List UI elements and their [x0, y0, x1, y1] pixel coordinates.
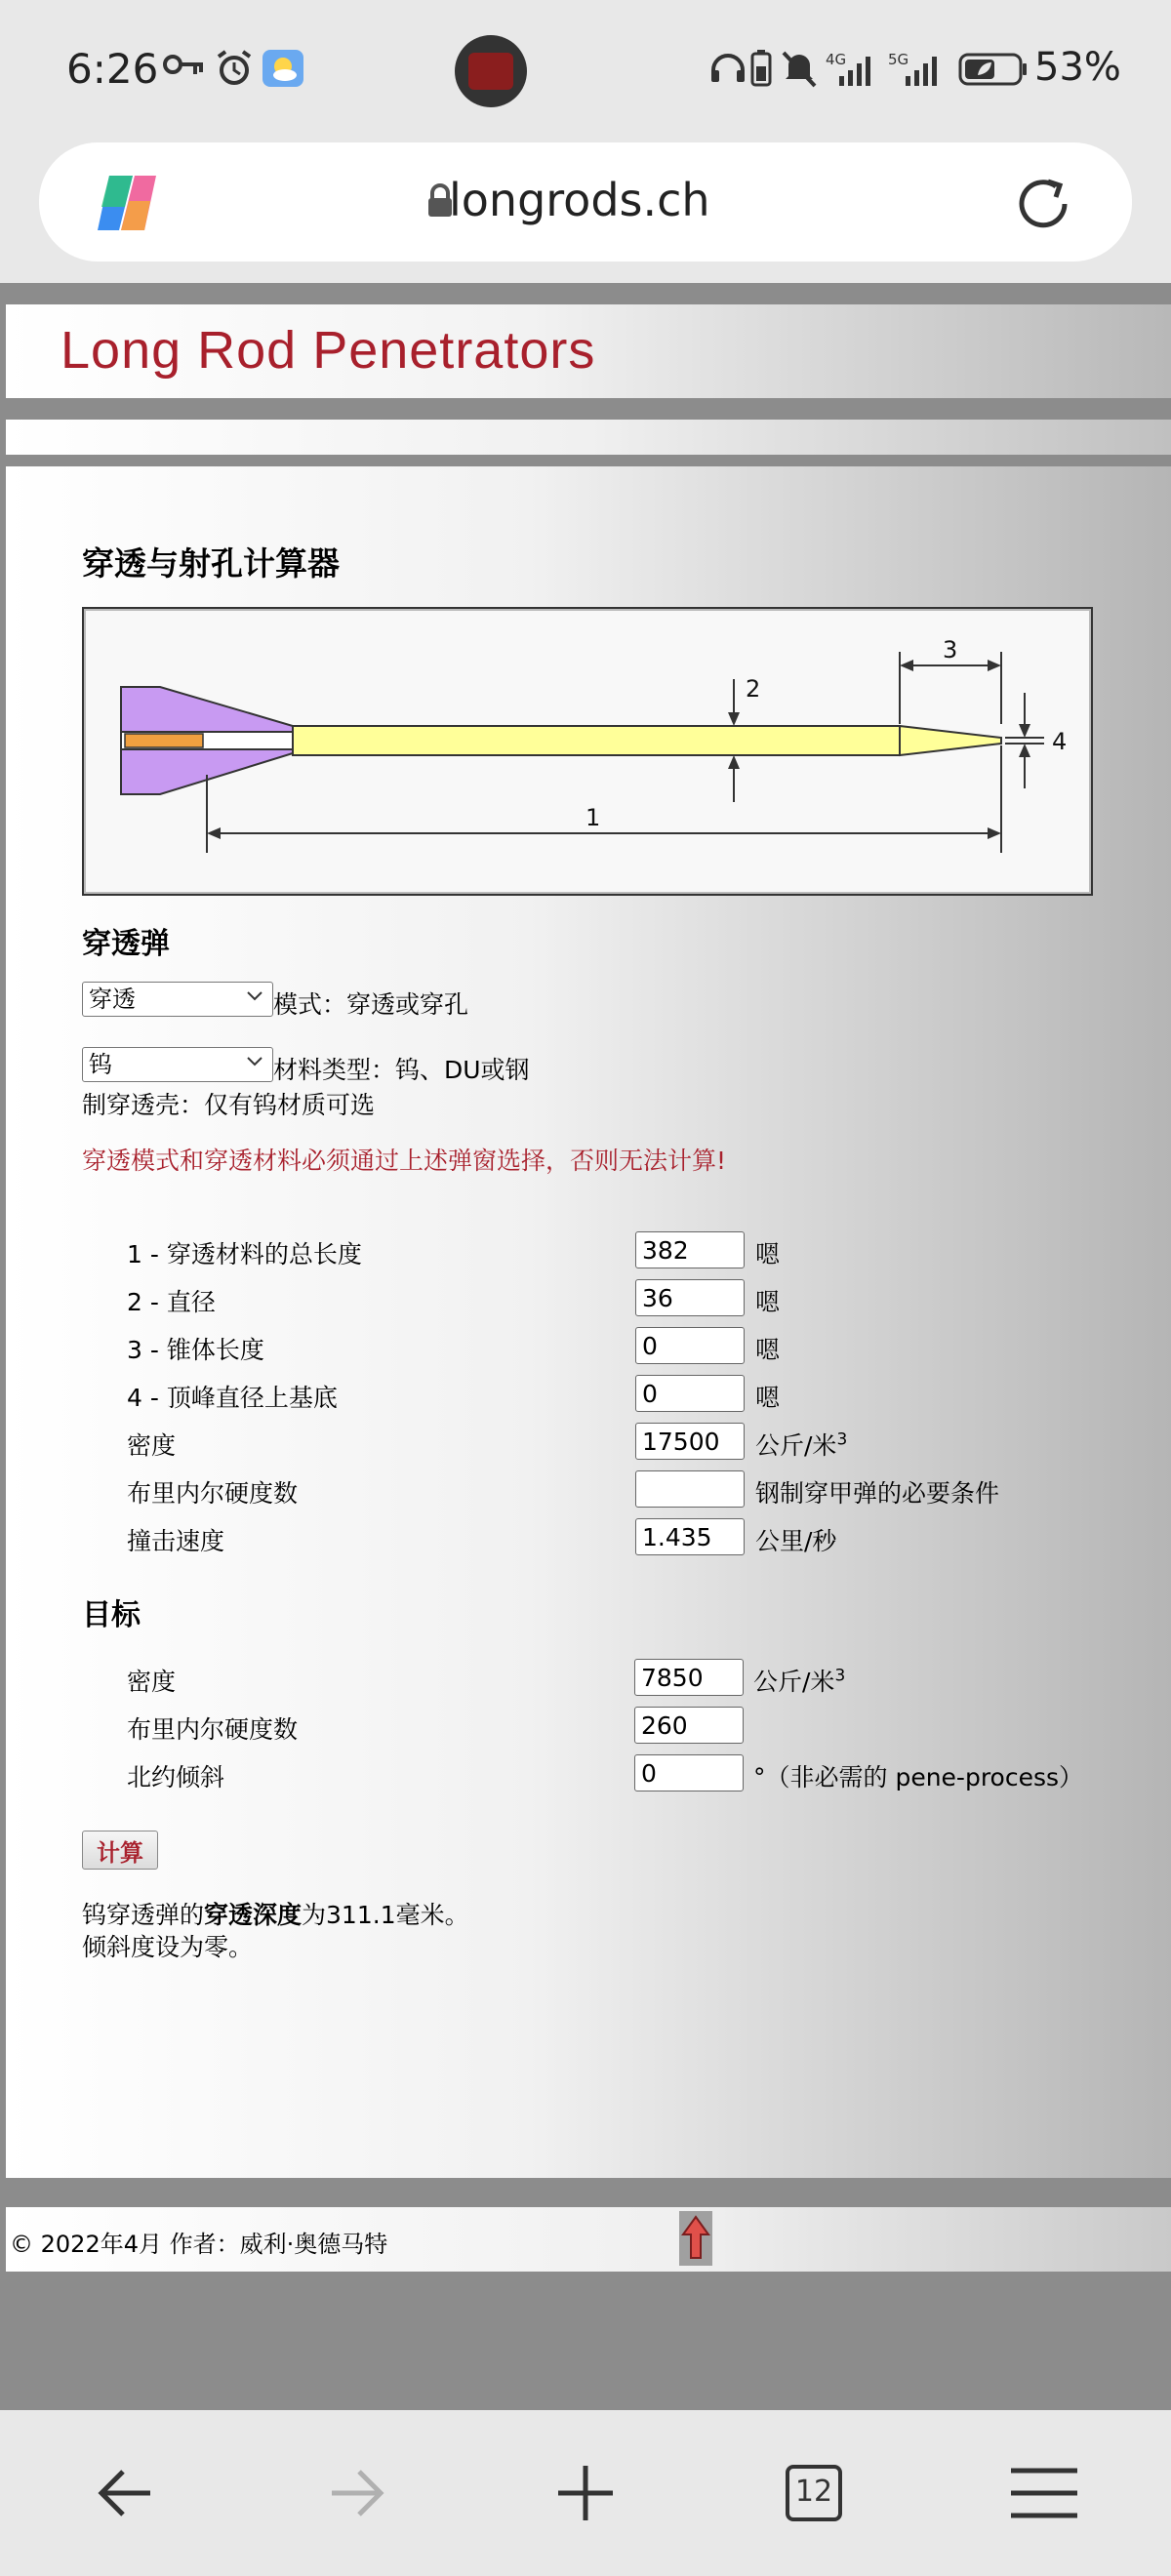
target-brinell-input[interactable]	[634, 1707, 744, 1744]
unit-brinell: 钢制穿甲弹的必要条件	[755, 1479, 1000, 1508]
calculator-heading: 穿透与射孔计算器	[82, 544, 340, 583]
back-to-top-button[interactable]	[679, 2211, 712, 2266]
tabs-button[interactable]	[755, 2439, 872, 2547]
unit-target-density-text: 公斤/米	[753, 1668, 835, 1696]
svg-text:4G: 4G	[826, 51, 847, 68]
footer-text: © 2022年4月 作者：威利·奥德马特	[10, 2231, 388, 2258]
arrow-left-icon	[68, 2439, 185, 2547]
mode-label: 模式：穿透或穿孔	[273, 990, 469, 1019]
unit-target-density	[753, 1663, 845, 1698]
menu-button[interactable]	[986, 2439, 1103, 2547]
unit-diameter: 嗯	[755, 1288, 781, 1316]
reload-icon[interactable]	[1011, 172, 1075, 240]
key-icon	[162, 47, 205, 91]
density-input[interactable]	[635, 1423, 745, 1460]
signal-4g-icon	[826, 49, 876, 97]
chevron-down-icon	[246, 1053, 263, 1073]
new-tab-button[interactable]	[527, 2439, 644, 2547]
row-label-cone: 3 - 锥体长度	[127, 1336, 264, 1364]
result-line2: 倾斜度设为零。	[82, 1933, 254, 1961]
back-button[interactable]	[68, 2439, 185, 2547]
obliquity-input[interactable]	[634, 1754, 744, 1791]
result-text	[82, 1899, 469, 1963]
penetrator-diagram	[82, 607, 1093, 896]
row-label-density: 密度	[127, 1431, 177, 1460]
hamburger-icon	[986, 2439, 1103, 2547]
copilot-icon[interactable]	[90, 168, 164, 242]
forward-button[interactable]	[297, 2439, 414, 2547]
penetrator-heading: 穿透弹	[82, 927, 170, 961]
battery-percent: 53%	[1034, 45, 1121, 90]
length-input[interactable]	[635, 1231, 745, 1268]
app-notification-icon	[455, 35, 527, 107]
row-label-diameter: 2 - 直径	[127, 1288, 216, 1316]
diameter-input[interactable]	[635, 1279, 745, 1316]
unit-density-text: 公斤/米	[755, 1431, 837, 1460]
unit-cone: 嗯	[755, 1336, 781, 1364]
row-label-target-density: 密度	[127, 1668, 177, 1696]
unit-tip: 嗯	[755, 1384, 781, 1412]
row-label-length: 1 - 穿透材料的总长度	[127, 1240, 362, 1268]
signal-5g-icon	[888, 49, 947, 97]
dimension-label-1: 1	[586, 804, 601, 831]
tab-count: 12	[794, 2475, 833, 2509]
unit-obliquity: °（非必需的 pene-process）	[753, 1763, 1084, 1791]
battery-icon	[958, 53, 1029, 95]
url-text[interactable]: longrods.ch	[449, 174, 710, 226]
unit-length: 嗯	[755, 1240, 781, 1268]
unit-velocity: 公里/秒	[755, 1527, 837, 1555]
velocity-input[interactable]	[635, 1518, 745, 1555]
brinell-input[interactable]	[635, 1470, 745, 1508]
row-label-velocity: 撞击速度	[127, 1527, 225, 1555]
nav-strip	[6, 420, 1171, 455]
result-bold: 穿透深度	[204, 1901, 303, 1929]
dimension-label-4: 4	[1052, 728, 1068, 755]
battery-saver-icon	[749, 49, 773, 97]
mute-icon	[781, 49, 818, 97]
material-label: 材料类型：钨、DU或钢	[273, 1056, 530, 1084]
mode-select[interactable]	[82, 982, 273, 1017]
row-label-target-brinell: 布里内尔硬度数	[127, 1715, 299, 1744]
cone-shape	[900, 726, 1001, 755]
dimension-label-2: 2	[746, 675, 761, 703]
cone-length-input[interactable]	[635, 1327, 745, 1364]
result-suffix: 为311.1毫米。	[302, 1901, 469, 1929]
weather-icon	[262, 49, 304, 97]
unit-density	[755, 1427, 847, 1462]
unit-target-density-sup: 3	[834, 1666, 846, 1686]
row-label-tip: 4 - 顶峰直径上基底	[127, 1384, 338, 1412]
target-density-input[interactable]	[634, 1659, 744, 1696]
rod-body	[293, 726, 900, 755]
arrow-right-icon	[297, 2439, 414, 2547]
plus-icon	[527, 2439, 644, 2547]
arrow-up-icon	[679, 2211, 712, 2266]
row-label-brinell: 布里内尔硬度数	[127, 1479, 299, 1508]
site-title[interactable]: Long Rod Penetrators	[61, 321, 596, 380]
penetrator-drawing	[84, 609, 1091, 894]
calculate-button[interactable]: 计算	[82, 1831, 158, 1870]
svg-text:5G: 5G	[888, 51, 909, 68]
result-prefix: 钨穿透弹的	[82, 1901, 205, 1929]
row-label-obliquity: 北约倾斜	[127, 1763, 225, 1791]
shell-note: 制穿透壳：仅有钨材质可选	[82, 1091, 376, 1119]
warning-text: 穿透模式和穿透材料必须通过上述弹窗选择，否则无法计算!	[82, 1147, 727, 1175]
target-heading: 目标	[82, 1598, 141, 1632]
dimension-label-3: 3	[943, 636, 958, 664]
status-time: 6:26	[66, 45, 159, 93]
chevron-down-icon	[246, 987, 263, 1008]
tip-diameter-input[interactable]	[635, 1375, 745, 1412]
headphones-icon	[708, 51, 747, 95]
core-insert	[125, 734, 203, 747]
material-select[interactable]	[82, 1047, 273, 1082]
alarm-icon	[215, 49, 254, 97]
unit-density-sup: 3	[836, 1429, 848, 1450]
